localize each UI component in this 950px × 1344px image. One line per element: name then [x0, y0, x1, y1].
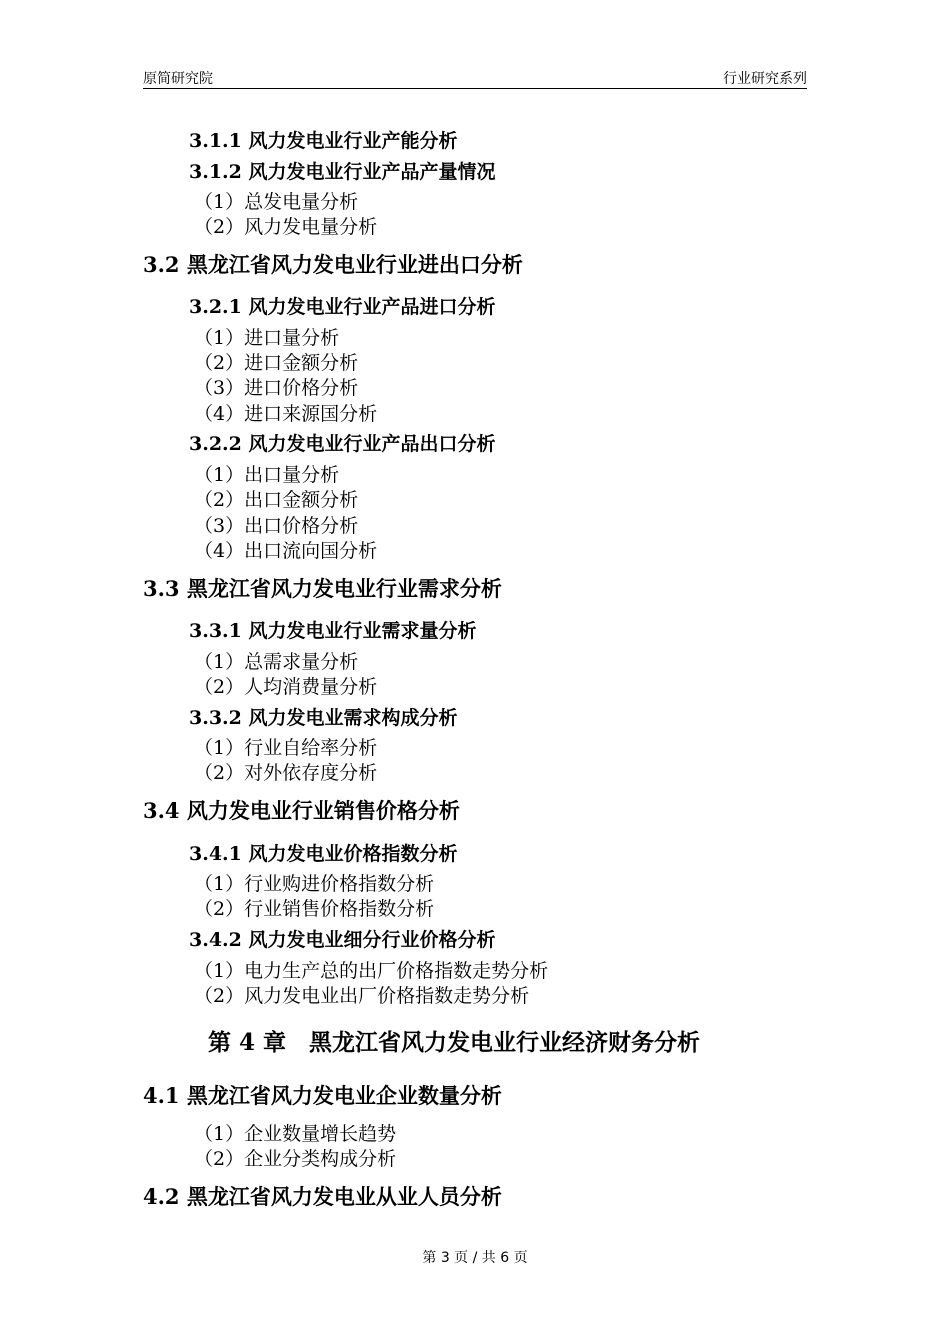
- toc-chapter: 第 4 章 黑龙江省风力发电业行业经济财务分析: [208, 1029, 701, 1056]
- toc-subsection: 3.4.2 风力发电业细分行业价格分析: [189, 929, 496, 951]
- toc-section: 4.1 黑龙江省风力发电业企业数量分析: [143, 1083, 502, 1108]
- toc-subsection: 3.3.1 风力发电业行业需求量分析: [189, 620, 477, 642]
- toc-item: （1）行业自给率分析: [194, 737, 378, 759]
- toc-subsection: 3.4.1 风力发电业价格指数分析: [189, 843, 458, 865]
- toc-item: （2）人均消费量分析: [194, 676, 378, 698]
- toc-item: （1）行业购进价格指数分析: [194, 873, 435, 895]
- page-number: 第 3 页 / 共 6 页: [422, 1250, 528, 1266]
- toc-item: （2）风力发电业出厂价格指数走势分析: [194, 985, 530, 1007]
- header-org-name: 原简研究院: [143, 71, 213, 87]
- toc-subsection: 3.2.2 风力发电业行业产品出口分析: [189, 433, 496, 455]
- toc-item: （3）进口价格分析: [194, 377, 359, 399]
- toc-subsection: 3.1.1 风力发电业行业产能分析: [189, 130, 458, 152]
- toc-item: （2）进口金额分析: [194, 352, 359, 374]
- toc-item: （1）进口量分析: [194, 327, 340, 349]
- toc-item: （4）进口来源国分析: [194, 403, 378, 425]
- toc-item: （1）电力生产总的出厂价格指数走势分析: [194, 960, 549, 982]
- toc-item: （1）企业数量增长趋势: [194, 1123, 397, 1145]
- toc-item: （4）出口流向国分析: [194, 540, 378, 562]
- header-series-name: 行业研究系列: [723, 71, 807, 87]
- toc-item: （2）对外依存度分析: [194, 762, 378, 784]
- toc-item: （3）出口价格分析: [194, 515, 359, 537]
- toc-item: （1）总需求量分析: [194, 651, 359, 673]
- toc-section: 3.3 黑龙江省风力发电业行业需求分析: [143, 576, 502, 601]
- toc-item: （2）企业分类构成分析: [194, 1148, 397, 1170]
- toc-item: （1）出口量分析: [194, 464, 340, 486]
- toc-item: （2）行业销售价格指数分析: [194, 898, 435, 920]
- header-divider: [143, 88, 807, 89]
- toc-subsection: 3.2.1 风力发电业行业产品进口分析: [189, 296, 496, 318]
- toc-section: 4.2 黑龙江省风力发电业从业人员分析: [143, 1184, 502, 1209]
- toc-item: （2）出口金额分析: [194, 489, 359, 511]
- toc-subsection: 3.1.2 风力发电业行业产品产量情况: [189, 161, 496, 183]
- toc-item: （2）风力发电量分析: [194, 216, 378, 238]
- toc-item: （1）总发电量分析: [194, 191, 359, 213]
- toc-section: 3.4 风力发电业行业销售价格分析: [143, 798, 460, 823]
- toc-subsection: 3.3.2 风力发电业需求构成分析: [189, 707, 458, 729]
- toc-section: 3.2 黑龙江省风力发电业行业进出口分析: [143, 252, 523, 277]
